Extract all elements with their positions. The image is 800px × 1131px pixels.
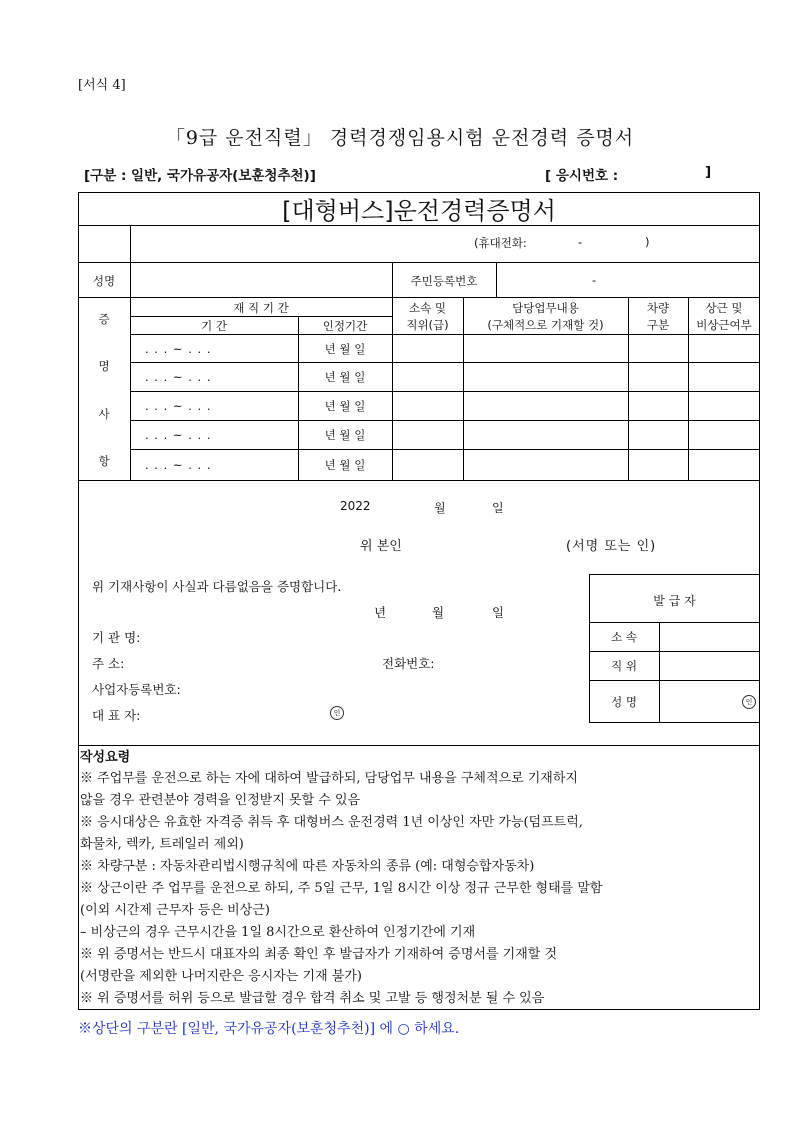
document-title: 「9급 운전직렬」 경력경쟁임용시험 운전경력 증명서: [165, 127, 635, 149]
issuer-box-title: 발 급 자: [653, 594, 696, 608]
bizno-label: 사업자등록번호:: [92, 682, 181, 697]
confirm-text: 위 기재사항이 사실과 다름없음을 증명합니다.: [92, 579, 342, 594]
row-3-recognized: 년 월 일: [324, 399, 366, 413]
row-1-period: . . . ~ . . .: [145, 342, 212, 356]
note-line-8: – 비상근의 경우 근무시간을 1일 8시간으로 환산하여 인정기간에 기재: [80, 925, 476, 940]
note-line-10: (서명란을 제외한 나머지란은 응시자는 기재 불가): [80, 969, 362, 984]
applicant-sign-label: (서명 또는 인): [566, 539, 657, 554]
issuer-year: 년: [374, 605, 387, 620]
issuer-day: 일: [492, 605, 505, 620]
applicant-year: 2022: [340, 499, 371, 513]
certificate-title: [대형버스]운전경력증명서: [282, 197, 556, 225]
row-1-recognized: 년 월 일: [324, 342, 366, 356]
form-number: [서식 4]: [78, 78, 126, 93]
row-5-period: . . . ~ . . .: [145, 458, 212, 472]
mobile-close: ): [645, 235, 650, 249]
duty-header-2: (구체적으로 기재할 것): [487, 318, 604, 332]
notes-title: 작성요령: [80, 750, 131, 765]
row-4-period: . . . ~ . . .: [145, 428, 212, 442]
org-label: 기 관 명:: [92, 630, 141, 645]
dept-header-2: 직위(급): [406, 318, 449, 332]
vehicle-header-1: 차량: [646, 301, 670, 315]
issuer-box-position: 직 위: [611, 659, 637, 673]
note-line-9: ※ 위 증명서는 반드시 대표자의 최종 확인 후 발급자가 기재하여 증명서를 기재할 것: [80, 947, 558, 962]
note-line-2: 않을 경우 관련분야 경력을 인정받지 못할 수 있음: [80, 793, 361, 808]
mobile-dash: -: [578, 235, 583, 249]
issuer-box-dept: 소 속: [611, 630, 637, 644]
addr-label: 주 소:: [92, 656, 125, 671]
period-header: 기 간: [201, 319, 227, 333]
note-line-4: 화물차, 렉카, 트레일러 제외): [80, 837, 244, 852]
note-line-5: ※ 차량구분 : 자동차관리법시행규칙에 따른 자동차의 종류 (예: 대형승합자동차): [80, 859, 535, 874]
exam-number-label: [545, 164, 712, 184]
issuer-box-name: 성 명: [611, 695, 637, 709]
representative-seal-icon: 인: [330, 706, 344, 720]
vehicle-header-2: 구분: [646, 318, 670, 332]
row-2-recognized: 년 월 일: [324, 370, 366, 384]
mobile-label: (휴대전화:: [474, 236, 527, 250]
note-line-7: (이외 시간제 근무자 등은 비상근): [80, 903, 270, 918]
section-char-1: 증: [98, 312, 110, 326]
row-3-period: . . . ~ . . .: [145, 399, 212, 413]
section-char-4: 항: [98, 454, 110, 468]
rrn-dash: -: [592, 273, 597, 287]
row-4-recognized: 년 월 일: [324, 428, 366, 442]
applicant-self-label: 위 본인: [360, 539, 402, 554]
row-2-period: . . . ~ . . .: [145, 370, 212, 384]
applicant-day: 일: [492, 501, 504, 515]
exam-number-text: [ 응시번호 :: [545, 168, 619, 184]
category-label: [구분 : 일반, 국가유공자(보훈청추천)]: [84, 168, 316, 184]
representative-label: 대 표 자:: [92, 708, 141, 723]
row-5-recognized: 년 월 일: [324, 458, 366, 472]
footer-instruction: ※상단의 구분란 [일반, 국가유공자(보훈청추천)] 에 ○ 하세요.: [78, 1021, 460, 1037]
fulltime-header-2: 비상근여부: [696, 318, 752, 332]
note-line-3: ※ 응시대상은 유효한 자격증 취득 후 대형버스 운전경력 1년 이상인 자만 가능(덤프트럭,: [80, 815, 583, 830]
rrn-label: 주민등록번호: [410, 274, 478, 288]
phone-label: 전화번호:: [382, 656, 435, 671]
note-line-6: ※ 상근이란 주 업무를 운전으로 하되, 주 5일 근무, 1일 8시간 이상 정규 근무한 형태를 말함: [80, 881, 603, 896]
dept-header-1: 소속 및: [409, 301, 446, 315]
fulltime-header-1: 상근 및: [705, 301, 743, 315]
note-line-1: ※ 주업무를 운전으로 하는 자에 대하여 발급하되, 담당업무 내용을 구체적으로 기재하지: [80, 771, 578, 786]
issuer-seal-icon: 인: [742, 695, 756, 709]
applicant-month: 월: [434, 501, 446, 515]
section-char-2: 명: [98, 359, 110, 373]
name-label: 성명: [92, 274, 116, 288]
recognized-header: 인정기간: [322, 319, 368, 333]
issuer-month: 월: [432, 605, 445, 620]
duty-header-1: 담당업무내용: [512, 301, 579, 315]
section-char-3: 사: [98, 407, 110, 421]
note-line-11: ※ 위 증명서를 허위 등으로 발급할 경우 합격 취소 및 고발 등 행정처분 될 수 있음: [80, 991, 545, 1006]
exam-number-close: ]: [705, 164, 712, 180]
employment-period-header: 재 직 기 간: [233, 301, 289, 315]
